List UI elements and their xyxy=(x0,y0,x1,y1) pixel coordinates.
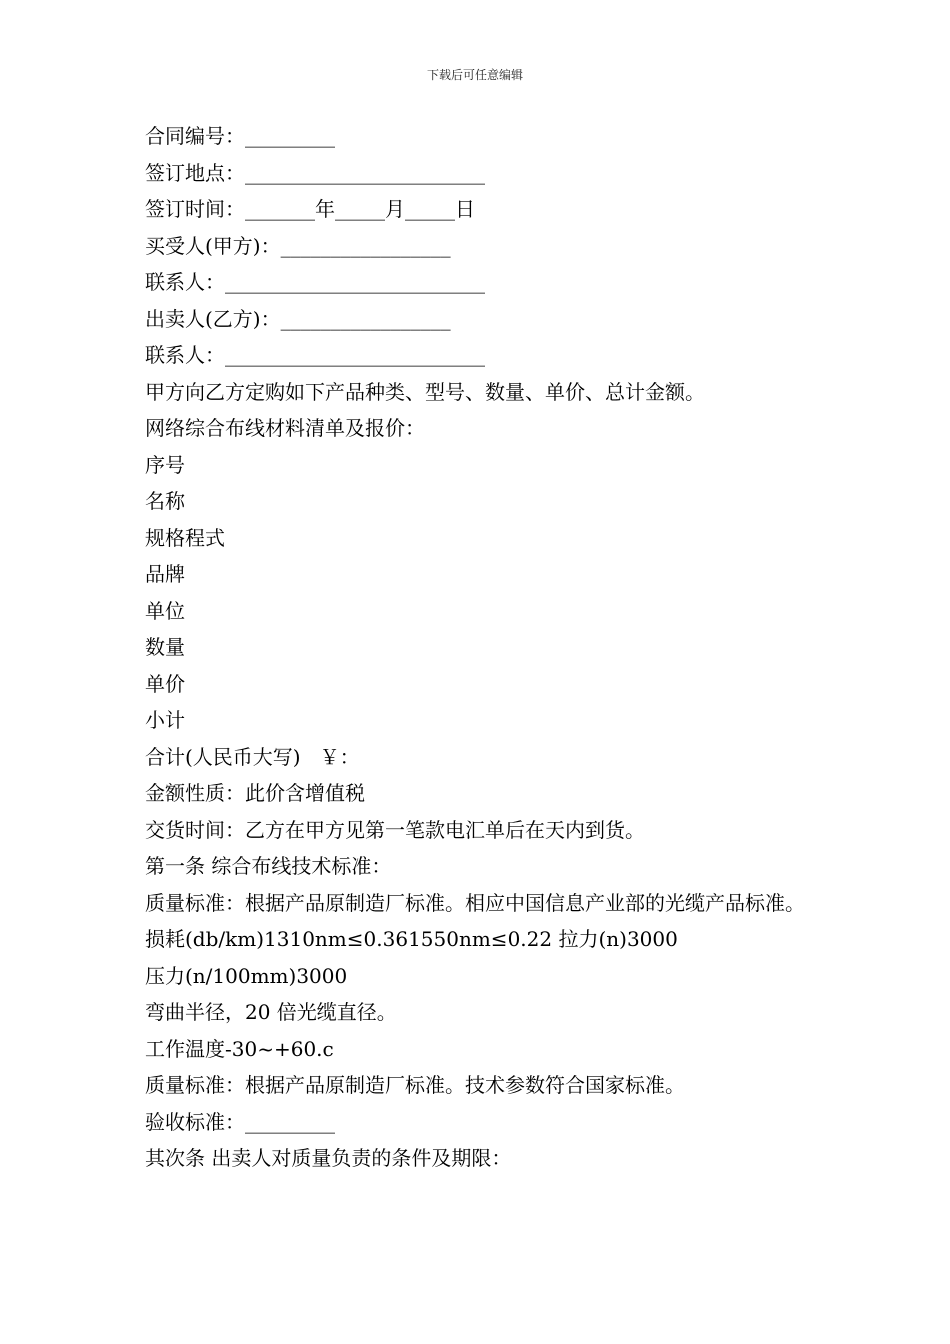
article-2-title: 其次条 出卖人对质量负责的条件及期限： xyxy=(145,1146,512,1170)
total-line: 合计(人民币大写) ￥： xyxy=(145,744,360,769)
delivery-time-line: 交货时间：乙方在甲方见第一笔款电汇单后在天内到货。 xyxy=(145,817,645,842)
order-intro-line: 甲方向乙方定购如下产品种类、型号、数量、单价、总计金额。 xyxy=(145,379,705,404)
column-unit-price: 单价 xyxy=(145,671,185,696)
buyer-contact-line: 联系人：__________________________ xyxy=(145,270,485,294)
amount-nature-line: 金额性质：此价含增值税 xyxy=(145,781,365,805)
page-header: 下载后可任意编辑 xyxy=(426,68,523,82)
column-name: 名称 xyxy=(145,489,185,513)
material-list-title: 网络综合布线材料清单及报价： xyxy=(145,416,425,440)
seller-contact-line: 联系人：__________________________ xyxy=(145,343,485,367)
column-brand: 品牌 xyxy=(145,562,185,586)
buyer-line: 买受人(甲方)：_________________ xyxy=(145,233,451,258)
contract-body xyxy=(145,118,815,1177)
column-serial: 序号 xyxy=(145,452,185,477)
bend-radius-line: 弯曲半径，20 倍光缆直径。 xyxy=(145,1000,397,1024)
quality-standard-line-2: 质量标准：根据产品原制造厂标准。技术参数符合国家标准。 xyxy=(145,1073,685,1097)
column-spec: 规格程式 xyxy=(145,525,225,550)
working-temperature-line: 工作温度-30~+60.c xyxy=(145,1036,334,1061)
quality-standard-paragraph: 质量标准：根据产品原制造厂标准。相应中国信息产业部的光缆产品标准。 xyxy=(145,890,805,915)
column-unit: 单位 xyxy=(145,598,185,623)
seller-line: 出卖人(乙方)：_________________ xyxy=(145,306,451,331)
article-1-title: 第一条 综合布线技术标准： xyxy=(145,854,392,878)
contract-number-line: 合同编号：_________ xyxy=(145,124,335,148)
signing-time-line: 签订时间：_______年_____月_____日 xyxy=(145,197,475,221)
acceptance-standard-line: 验收标准：_________ xyxy=(145,1109,335,1134)
column-subtotal: 小计 xyxy=(145,708,185,732)
pressure-spec-line: 压力(n/100mm)3000 xyxy=(145,963,348,988)
signing-place-line: 签订地点：________________________ xyxy=(145,160,485,185)
loss-spec-line: 损耗(db/km)1310nm≤0.361550nm≤0.22 拉力(n)3000 xyxy=(145,927,678,951)
column-quantity: 数量 xyxy=(145,635,185,659)
